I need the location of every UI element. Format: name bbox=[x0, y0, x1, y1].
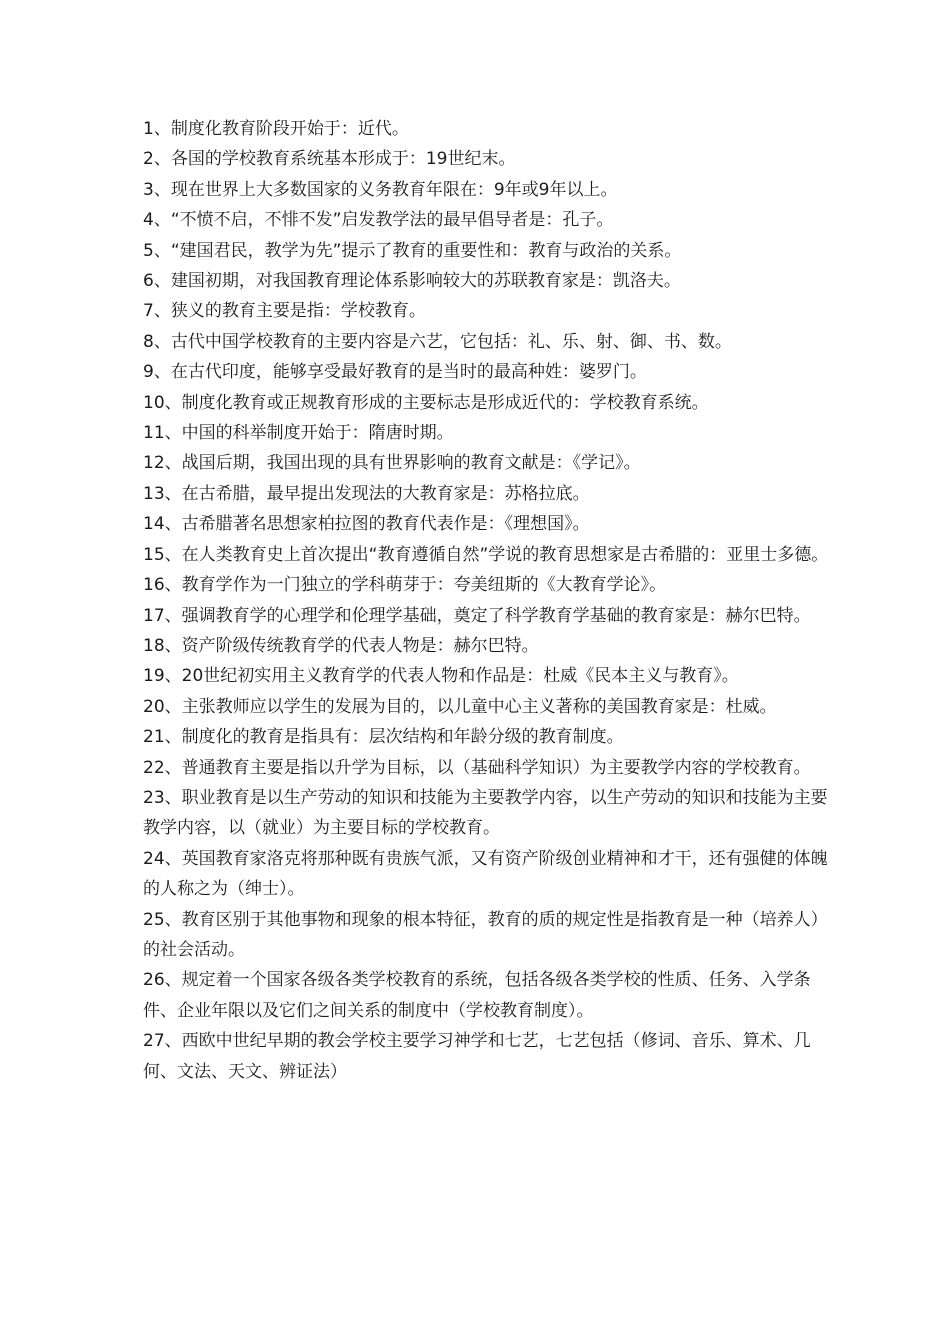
list-item: 18、资产阶级传统教育学的代表人物是：赫尔巴特。 bbox=[143, 635, 539, 656]
list-item: 6、建国初期，对我国教育理论体系影响较大的苏联教育家是：凯洛夫。 bbox=[143, 271, 681, 292]
list-item: 15、在人类教育史上首次提出“教育遵循自然”学说的教育思想家是古希腊的：亚里士多德。 bbox=[143, 544, 829, 565]
list-item: 9、在古代印度，能够享受最好教育的是当时的最高种姓：婆罗门。 bbox=[143, 362, 647, 383]
list-item: 13、在古希腊，最早提出发现法的大教育家是：苏格拉底。 bbox=[143, 483, 590, 504]
list-item: 24、英国教育家洛克将那种既有贵族气派，又有资产阶级创业精神和才干，还有强健的体魄的人称之为（绅士）。 bbox=[143, 848, 828, 900]
list-item: 4、“不愤不启，不悱不发”启发教学法的最早倡导者是：孔子。 bbox=[143, 210, 614, 231]
list-item: 3、现在世界上大多数国家的义务教育年限在：9年或9年以上。 bbox=[143, 179, 618, 200]
list-item: 25、教育区别于其他事物和现象的根本特征，教育的质的规定性是指教育是一种（培养人）的社会活动。 bbox=[143, 909, 828, 960]
list-item: 19、20世纪初实用主义教育学的代表人物和作品是：杜威《民本主义与教育》。 bbox=[143, 666, 739, 687]
list-item: 16、教育学作为一门独立的学科萌芽于：夸美纽斯的《大教育学论》。 bbox=[143, 575, 667, 596]
list-item: 7、狭义的教育主要是指：学校教育。 bbox=[143, 301, 426, 322]
list-item: 21、制度化的教育是指具有：层次结构和年龄分级的教育制度。 bbox=[143, 727, 624, 748]
list-item: 12、战国后期，我国出现的具有世界影响的教育文献是：《学记》。 bbox=[143, 453, 641, 474]
list-item: 10、制度化教育或正规教育形成的主要标志是形成近代的：学校教育系统。 bbox=[143, 392, 709, 413]
list-item: 17、强调教育学的心理学和伦理学基础，奠定了科学教育学基础的教育家是：赫尔巴特。 bbox=[143, 605, 811, 626]
list-item: 8、古代中国学校教育的主要内容是六艺，它包括：礼、乐、射、御、书、数。 bbox=[143, 331, 732, 352]
list-item: 23、职业教育是以生产劳动的知识和技能为主要教学内容，以生产劳动的知识和技能为主要教学内容，以（就业）为主要目标的学校教育。 bbox=[143, 787, 828, 839]
document-body bbox=[143, 114, 833, 1087]
list-item: 27、西欧中世纪早期的教会学校主要学习神学和七艺，七艺包括（修词、音乐、算术、几何、文法、天文、辨证法） bbox=[143, 1031, 811, 1082]
list-item: 14、古希腊著名思想家柏拉图的教育代表作是：《理想国》。 bbox=[143, 514, 590, 535]
list-item: 22、普通教育主要是指以升学为目标，以（基础科学知识）为主要教学内容的学校教育。 bbox=[143, 757, 811, 778]
list-item: 20、主张教师应以学生的发展为目的，以儿童中心主义著称的美国教育家是：杜威。 bbox=[143, 696, 777, 717]
list-item: 11、中国的科举制度开始于：隋唐时期。 bbox=[143, 423, 454, 444]
list-item: 2、各国的学校教育系统基本形成于：19世纪末。 bbox=[143, 149, 516, 170]
list-item: 1、制度化教育阶段开始于：近代。 bbox=[143, 119, 409, 139]
list-item: 5、“建国君民，教学为先”提示了教育的重要性和：教育与政治的关系。 bbox=[143, 240, 682, 261]
list-item: 26、规定着一个国家各级各类学校教育的系统，包括各级各类学校的性质、任务、入学条件、企业年限以及它们之间关系的制度中（学校教育制度）。 bbox=[143, 970, 811, 1021]
